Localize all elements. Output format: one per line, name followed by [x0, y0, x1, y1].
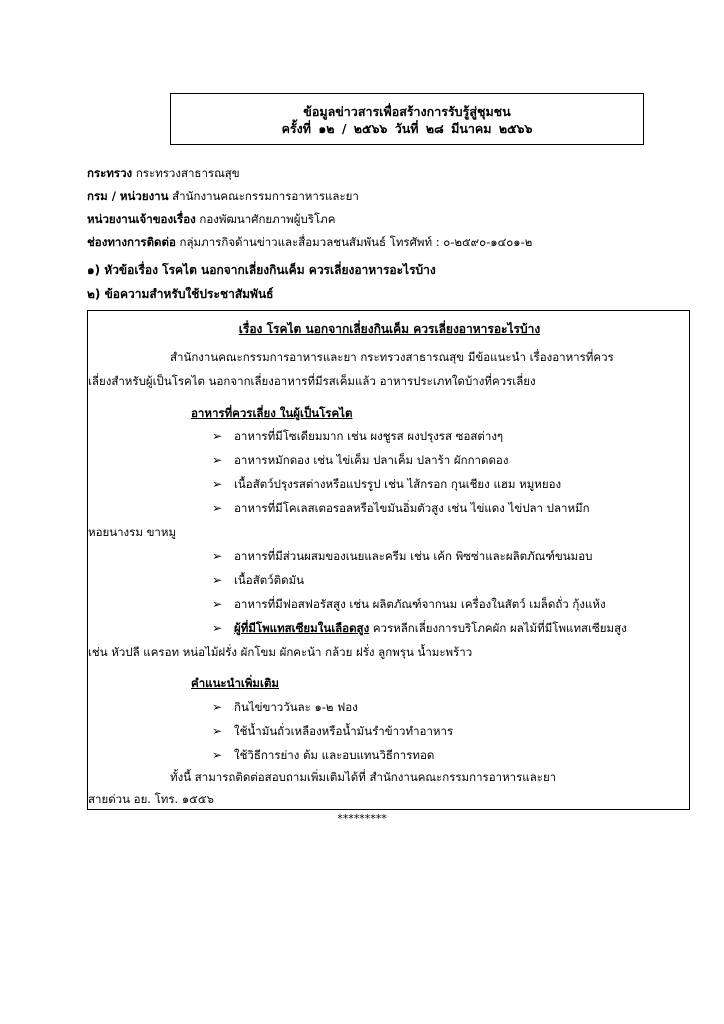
tip-text-3: ใช้วิธีการย่าง ต้ม และอบแทนวิธีการทอด — [234, 748, 435, 762]
meta-contact — [87, 231, 687, 254]
closing-line-2: สายด่วน อย. โทร. ๑๕๕๖ — [88, 792, 214, 806]
list-item — [212, 450, 508, 470]
header-subtitle: ครั้งที่ ๑๒ / ๒๕๖๖ วันที่ ๒๘ มีนาคม ๒๕๖๖ — [281, 121, 533, 136]
list-item — [212, 745, 434, 765]
arrow-right-icon: ➢ — [212, 700, 223, 714]
bullet-text-1: อาหารที่มีโซเดียมมาก เช่น ผงชูรส ผงปรุงรส ซอสต่างๆ — [234, 429, 504, 443]
list-item — [212, 570, 304, 590]
section-heading-avoid: อาหารที่ควรเลี่ยง ในผู้เป็นโรคไต — [191, 406, 353, 420]
list-item — [212, 594, 606, 614]
section-heading-tips: คำแนะนำเพิ่มเติม — [191, 676, 279, 690]
meta-dept — [87, 185, 687, 208]
meta-block — [87, 162, 687, 254]
arrow-right-icon: ➢ — [212, 477, 223, 491]
header-title: ข้อมูลข่าวสารเพื่อสร้างการรับรู้สู่ชุมชน — [303, 104, 511, 119]
bullet-text-8-rest: ควรหลีกเลี่ยงการบริโภคผัก ผลไม้ที่มีโพแทสเซียมสูง — [369, 621, 627, 635]
list-item — [212, 426, 503, 446]
bullet-text-8-bold: ผู้ที่มีโพแทสเซียมในเลือดสูง — [234, 621, 370, 635]
meta-ministry-label: กระทรวง — [87, 166, 133, 180]
list-item — [212, 474, 561, 494]
meta-ministry-value: กระทรวงสาธารณสุข — [135, 166, 240, 180]
arrow-right-icon: ➢ — [212, 724, 223, 738]
meta-contact-value: กลุ่มภารกิจด้านข่าวและสื่อมวลชนสัมพันธ์ โทรศัพท์ : ๐-๒๕๙๐-๑๔๐๑-๒ — [179, 235, 533, 249]
content-box — [87, 310, 690, 810]
meta-ministry — [87, 162, 687, 185]
content-title: เรื่อง โรคไต นอกจากเลี่ยงกินเค็ม ควรเลี่ยงอาหารอะไรบ้าง — [238, 322, 541, 336]
meta-contact-label: ช่องทางการติดต่อ — [87, 235, 176, 249]
arrow-right-icon: ➢ — [212, 597, 223, 611]
meta-owner-label: หน่วยงานเจ้าของเรื่อง — [87, 212, 196, 226]
list-item — [212, 498, 590, 518]
list-item — [212, 697, 358, 717]
intro-line-2: เลี่ยงสำหรับผู้เป็นโรคไต นอกจากเลี่ยงอาหารที่มีรสเค็มแล้ว อาหารประเภทใดบ้างที่ควรเลี่ยง — [88, 374, 536, 388]
list-item — [212, 721, 453, 741]
bullet-text-6: เนื้อสัตว์ติดมัน — [234, 573, 305, 587]
arrow-right-icon: ➢ — [212, 429, 223, 443]
meta-dept-label: กรม / หน่วยงาน — [87, 189, 169, 203]
meta-dept-value: สำนักงานคณะกรรมการอาหารและยา — [172, 189, 359, 203]
intro-line-1: สำนักงานคณะกรรมการอาหารและยา กระทรวงสาธารณสุข มีข้อแนะนำ เรื่องอาหารที่ควร — [170, 350, 614, 364]
arrow-right-icon: ➢ — [212, 748, 223, 762]
bullet-text-8-cont: เช่น หัวปลี แครอท หน่อไม้ฝรั่ง ผักโขม ผักคะน้า กล้วย ฝรั่ง ลูกพรุน น้ำมะพร้าว — [88, 645, 473, 659]
closing-line-1: ทั้งนี้ สามารถติดต่อสอบถามเพิ่มเติมได้ที่ สำนักงานคณะกรรมการอาหารและยา — [170, 770, 557, 784]
tip-text-1: กินไข่ขาววันละ ๑-๒ ฟอง — [234, 700, 358, 714]
arrow-right-icon: ➢ — [212, 501, 223, 515]
meta-owner — [87, 208, 687, 231]
tip-text-2: ใช้น้ำมันถั่วเหลืองหรือน้ำมันรำข้าวทำอาหาร — [234, 724, 454, 738]
end-marker: ********* — [337, 812, 387, 825]
bullet-text-4: อาหารที่มีโคเลสเตอรอลหรือไขมันอิ่มตัวสูง เช่น ไข่แดง ไข่ปลา ปลาหมึก — [234, 501, 590, 515]
bullet-text-4-cont: หอยนางรม ขาหมู — [88, 525, 177, 539]
arrow-right-icon: ➢ — [212, 621, 223, 635]
topic-item-2: ๒) ข้อความสำหรับใช้ประชาสัมพันธ์ — [87, 287, 274, 301]
bullet-text-2: อาหารหมักดอง เช่น ไข่เค็ม ปลาเค็ม ปลาร้า ผักกาดดอง — [234, 453, 509, 467]
list-item — [212, 546, 592, 566]
arrow-right-icon: ➢ — [212, 573, 223, 587]
arrow-right-icon: ➢ — [212, 549, 223, 563]
meta-owner-value: กองพัฒนาศักยภาพผู้บริโภค — [199, 212, 336, 226]
list-item — [212, 618, 627, 638]
bullet-text-3: เนื้อสัตว์ปรุงรสต่างหรือแปรรูป เช่น ไส้กรอก กุนเชียง แฮม หมูหยอง — [234, 477, 562, 491]
header-box — [170, 93, 644, 145]
bullet-text-7: อาหารที่มีฟอสฟอรัสสูง เช่น ผลิตภัณฑ์จากนม เครื่องในสัตว์ เมล็ดถั่ว กุ้งแห้ง — [234, 597, 606, 611]
arrow-right-icon: ➢ — [212, 453, 223, 467]
bullet-text-5: อาหารที่มีส่วนผสมของเนยและครีม เช่น เค้ก พิซซ่าและผลิตภัณฑ์ขนมอบ — [234, 549, 593, 563]
topics-block — [87, 258, 687, 306]
topic-item-1: ๑) หัวข้อเรื่อง โรคไต นอกจากเลี่ยงกินเค็ม ควรเลี่ยงอาหารอะไรบ้าง — [87, 263, 436, 277]
